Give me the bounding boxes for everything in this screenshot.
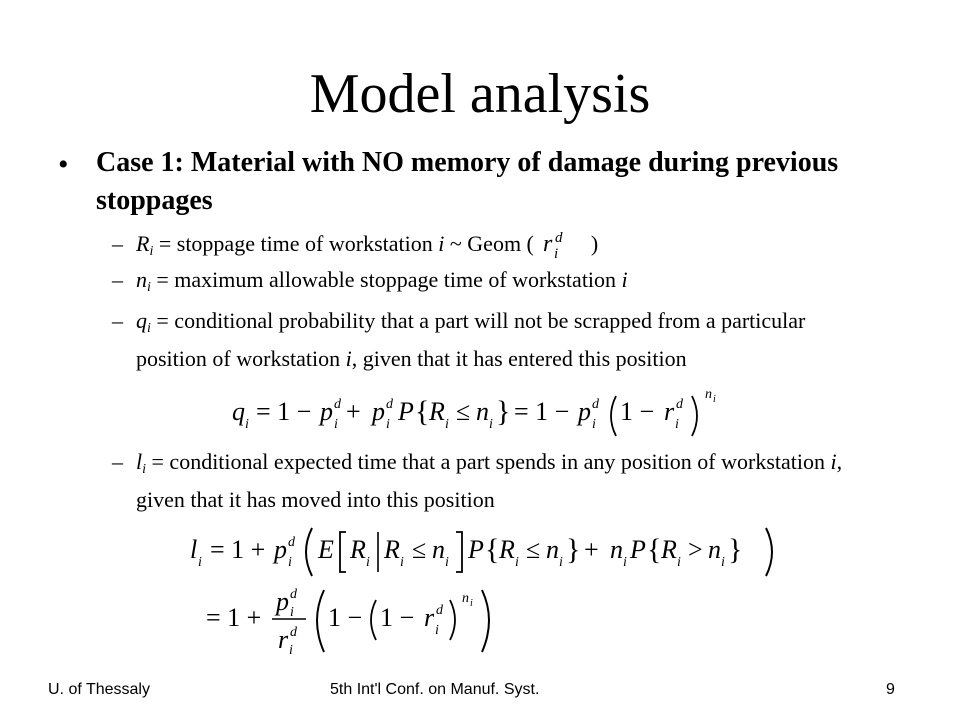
svg-text:i: i (334, 417, 338, 432)
r-id-parameter (539, 230, 585, 260)
svg-text:i: i (288, 555, 292, 570)
footer-conference: 5th Int'l Conf. on Manuf. Syst. (330, 681, 540, 698)
svg-text:= 1 +: = 1 + (206, 603, 262, 632)
svg-text:n: n (462, 591, 469, 606)
svg-text:p: p (372, 397, 385, 426)
svg-text:{: { (647, 533, 662, 566)
svg-text:p: p (578, 397, 591, 426)
var-i: i (830, 449, 837, 474)
svg-text:E: E (318, 535, 334, 564)
svg-text:n: n (610, 535, 623, 564)
bullet-symbol: • (58, 148, 69, 181)
svg-text:i: i (290, 605, 294, 620)
svg-text:d: d (290, 587, 297, 602)
svg-text:i: i (559, 555, 563, 570)
svg-text:i: i (623, 555, 627, 570)
svg-text:{: { (485, 533, 500, 566)
item-text: = stoppage time of workstation (153, 231, 439, 256)
var-symbol: n (136, 267, 147, 292)
svg-text:i: i (677, 555, 681, 570)
equation-l-line-2 (206, 580, 506, 660)
svg-text:+: + (346, 397, 361, 426)
var-subscript: i (147, 321, 151, 336)
item-text: = conditional expected time that a part spends in any position of workstation (146, 449, 831, 474)
equation-l-line-1 (190, 520, 790, 580)
svg-text:1 −: 1 − (620, 397, 655, 426)
svg-text:i: i (470, 598, 473, 609)
svg-text:i: i (386, 417, 390, 432)
dash-marker: – (112, 231, 123, 256)
svg-text:i: i (445, 417, 449, 432)
svg-text:d: d (436, 603, 443, 618)
svg-text:i: i (721, 555, 725, 570)
svg-text:i: i (435, 623, 439, 638)
svg-text:i: i (445, 555, 449, 570)
svg-text:i: i (489, 417, 493, 432)
svg-text:1 −: 1 − (380, 603, 415, 632)
footer-affiliation: U. of Thessaly (48, 681, 150, 698)
svg-text:d: d (290, 625, 297, 640)
svg-text:≤: ≤ (412, 535, 427, 564)
equation-q (232, 384, 742, 440)
item-body (136, 306, 846, 374)
bullet-case-1: Case 1: Material with NO memory of damage during previous stoppages (96, 147, 839, 216)
svg-text:l: l (190, 535, 198, 564)
svg-text:p: p (320, 397, 333, 426)
svg-text:n: n (708, 535, 721, 564)
var-i: i (621, 267, 628, 292)
svg-text:i: i (400, 555, 404, 570)
svg-text:= 1 +: = 1 + (210, 535, 266, 564)
svg-text:p: p (274, 535, 287, 564)
dash-marker: – (112, 267, 123, 292)
svg-text:r: r (424, 603, 435, 632)
svg-text:R: R (384, 535, 400, 564)
var-i: i (345, 346, 352, 371)
svg-text:d: d (288, 535, 295, 550)
svg-text:1 −: 1 − (328, 603, 363, 632)
svg-text:>: > (688, 535, 703, 564)
svg-text:P: P (630, 535, 646, 564)
svg-text:i: i (592, 417, 596, 432)
svg-text:P: P (398, 397, 414, 426)
svg-text:n: n (705, 387, 712, 402)
svg-text:R: R (350, 535, 366, 564)
item-text: , given that it has entered this position (351, 346, 687, 371)
svg-text:r: r (278, 625, 289, 654)
var-symbol: R (136, 231, 150, 256)
svg-text:i: i (515, 555, 519, 570)
svg-text:n: n (476, 397, 489, 426)
svg-text:d: d (386, 397, 393, 412)
svg-text:r: r (543, 231, 553, 257)
svg-text:i: i (245, 417, 249, 432)
svg-text:≤: ≤ (526, 535, 541, 564)
svg-text:+: + (584, 535, 599, 564)
svg-text:r: r (664, 397, 675, 426)
svg-text:n: n (546, 535, 559, 564)
slide-title: Model analysis (309, 63, 651, 125)
svg-text:R: R (499, 535, 515, 564)
svg-text:q: q (232, 397, 245, 426)
var-subscript: i (147, 280, 151, 295)
svg-text:}: } (496, 395, 511, 428)
svg-text:}: } (566, 533, 581, 566)
svg-text:R: R (661, 535, 677, 564)
item-text: ) (585, 231, 599, 256)
svg-text:= 1 −: = 1 − (256, 397, 312, 426)
item-body (136, 265, 856, 303)
svg-text:}: } (728, 533, 743, 566)
svg-text:p: p (276, 587, 289, 616)
item-text: = conditional probability that a part will not be scrapped from a particular position of workstation (136, 308, 806, 371)
svg-text:n: n (432, 535, 445, 564)
var-symbol: q (136, 308, 147, 333)
svg-text:i: i (713, 394, 716, 405)
svg-text:i: i (289, 643, 293, 658)
var-subscript: i (142, 462, 147, 477)
svg-text:i: i (366, 555, 370, 570)
svg-text:i: i (675, 417, 679, 432)
svg-text:R: R (429, 397, 445, 426)
item-text: ~ Geom ( (444, 231, 540, 256)
svg-text:i: i (198, 555, 202, 570)
var-subscript: i (149, 244, 154, 259)
svg-text:d: d (555, 230, 563, 246)
footer-page-number: 9 (886, 681, 895, 698)
var-symbol: l (136, 449, 143, 474)
item-text: , given that it has moved into this position (136, 449, 843, 512)
svg-text:d: d (676, 397, 683, 412)
item-body (136, 447, 846, 515)
svg-text:P: P (468, 535, 484, 564)
svg-text:i: i (554, 246, 559, 260)
var-i: i (438, 231, 445, 256)
svg-text:d: d (592, 397, 599, 412)
svg-text:d: d (334, 397, 341, 412)
svg-text:≤: ≤ (456, 397, 471, 426)
item-text: = maximum allowable stoppage time of workstation (150, 267, 622, 292)
dash-marker: – (112, 308, 123, 333)
svg-text:{: { (415, 395, 430, 428)
svg-text:= 1 −: = 1 − (514, 397, 570, 426)
dash-marker: – (112, 449, 123, 474)
item-body (136, 229, 856, 267)
